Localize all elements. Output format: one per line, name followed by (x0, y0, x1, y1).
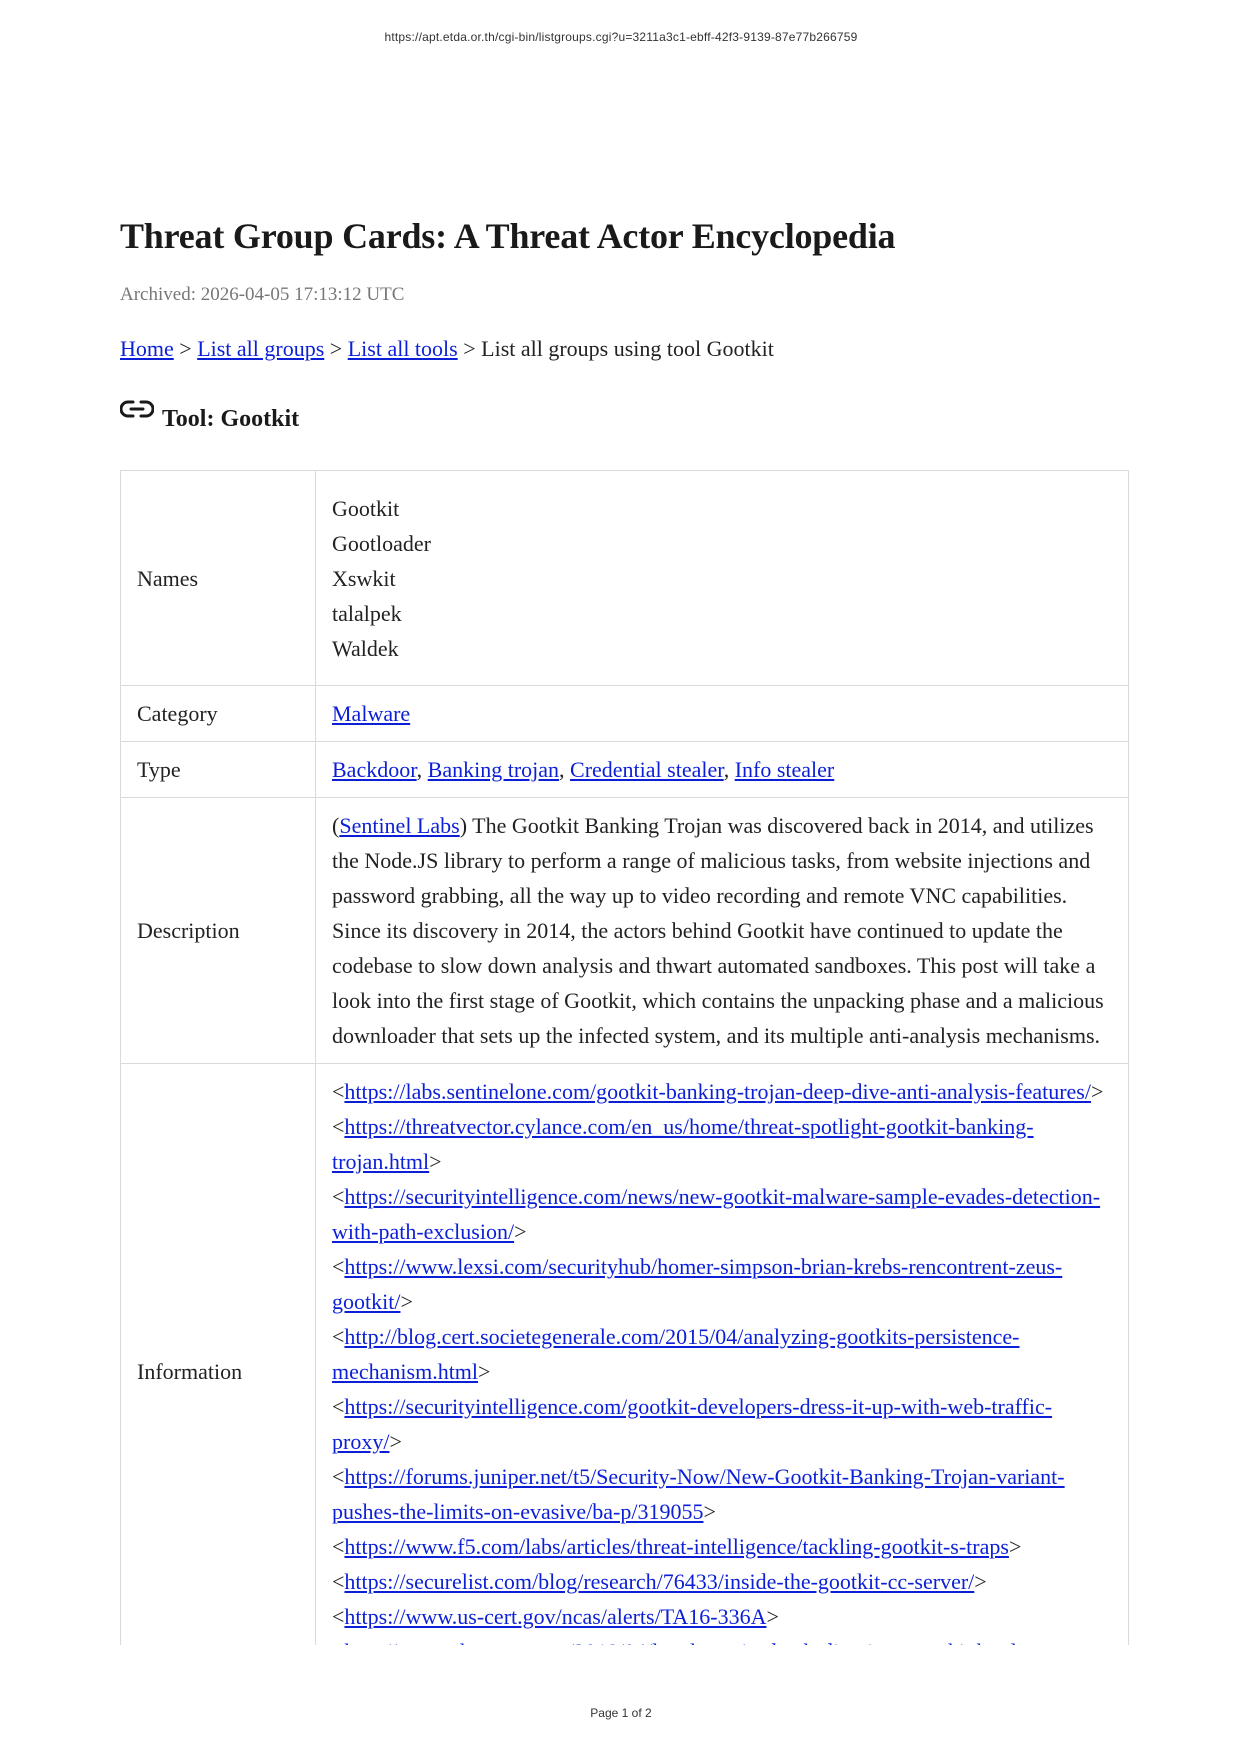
type-separator: , (559, 757, 571, 782)
information-value (316, 1064, 1129, 1670)
information-link[interactable]: https://threatvector.cylance.com/en_us/home/threat-spotlight-gootkit-banking-trojan.html (332, 1114, 1034, 1174)
tool-heading (120, 400, 1128, 440)
description-body: The Gootkit Banking Trojan was discovered back in 2014, and utilizes the Node.JS library to perform a range of malicious tasks, from website injections and password grabbing, all the way up to video recording and remote VNC capabilities. Since its discovery in 2014, the actors behind Gootkit have continued to update the codebase to slow down analysis and thwart automated sandboxes. This post will take a look into the first stage of Gootkit, which contains the unpacking phase and a malicious downloader that sets up the infected system, and its multiple anti-analysis mechanisms. (332, 813, 1104, 1048)
names-value (316, 471, 1129, 686)
information-label: Information (121, 1064, 316, 1670)
table-row-category (121, 686, 1129, 742)
type-separator: , (723, 757, 735, 782)
info-lt: < (332, 1114, 345, 1139)
table-row-description (121, 798, 1129, 1064)
information-link[interactable]: https://www.us-cert.gov/ncas/alerts/TA16-336A (344, 1604, 767, 1629)
information-item (332, 1249, 1114, 1319)
information-item (332, 1564, 1114, 1599)
description-label: Description (121, 798, 316, 1064)
type-label: Type (121, 742, 316, 798)
info-gt: > (429, 1149, 442, 1174)
page-footer: Page 1 of 2 (590, 1706, 652, 1720)
breadcrumb-current: List all groups using tool Gootkit (481, 336, 774, 361)
info-lt: < (332, 1534, 345, 1559)
information-item (332, 1459, 1114, 1529)
description-source-link[interactable]: Sentinel Labs (339, 813, 460, 838)
info-gt: > (1008, 1534, 1022, 1559)
information-link[interactable]: https://securelist.com/blog/research/76433/inside-the-gootkit-cc-server/ (344, 1569, 975, 1594)
type-separator: , (416, 757, 428, 782)
info-gt: > (478, 1359, 491, 1384)
info-gt: > (514, 1219, 527, 1244)
page-break-mask (100, 1645, 1160, 1685)
breadcrumb-tools-link[interactable]: List all tools (347, 336, 458, 361)
table-row-type (121, 742, 1129, 798)
info-lt: < (332, 1394, 345, 1419)
information-link[interactable]: https://securityintelligence.com/gootkit-developers-dress-it-up-with-web-traffic-proxy/ (332, 1394, 1053, 1454)
breadcrumb-separator: > (457, 336, 482, 361)
breadcrumb-groups-link[interactable]: List all groups (197, 336, 325, 361)
info-gt: > (974, 1569, 987, 1594)
information-link[interactable]: https://www.f5.com/labs/articles/threat-intelligence/tackling-gootkit-s-traps (344, 1534, 1009, 1559)
info-gt: > (400, 1289, 413, 1314)
description-paren-close: ) (459, 813, 468, 838)
category-value (316, 686, 1129, 742)
info-gt: > (766, 1604, 779, 1629)
category-label: Category (121, 686, 316, 742)
breadcrumb (120, 334, 1128, 364)
tool-card (120, 470, 1129, 1650)
table-row-names (121, 471, 1129, 686)
name-item: Waldek (332, 635, 399, 661)
tool-card-table (120, 470, 1129, 1670)
table-row-information (121, 1064, 1129, 1670)
type-value (316, 742, 1129, 798)
information-item (332, 1074, 1114, 1109)
info-lt: < (332, 1569, 345, 1594)
page-title: Threat Group Cards: A Threat Actor Encyclopedia (120, 216, 896, 256)
information-item (332, 1529, 1114, 1564)
information-link[interactable]: http://blog.cert.societegenerale.com/2015/04/analyzing-gootkits-persistence-mechanism.html (332, 1324, 1020, 1384)
archived-timestamp: Archived: 2026-04-05 17:13:12 UTC (120, 284, 405, 305)
type-credential-stealer-link[interactable]: Credential stealer (570, 757, 724, 782)
information-link[interactable]: https://securityintelligence.com/news/new-gootkit-malware-sample-evades-detection-with-path-exclusion/ (332, 1184, 1101, 1244)
type-backdoor-link[interactable]: Backdoor (332, 757, 417, 782)
info-gt: > (389, 1429, 402, 1454)
information-link[interactable]: https://www.lexsi.com/securityhub/homer-simpson-brian-krebs-rencontrent-zeus-gootkit/ (332, 1254, 1063, 1314)
names-label: Names (121, 471, 316, 686)
type-info-stealer-link[interactable]: Info stealer (734, 757, 835, 782)
information-item (332, 1599, 1114, 1634)
info-lt: < (332, 1184, 345, 1209)
name-item: Gootkit (332, 495, 400, 521)
info-lt: < (332, 1604, 345, 1629)
description-value (316, 798, 1129, 1064)
information-item (332, 1389, 1114, 1459)
breadcrumb-separator: > (324, 336, 348, 361)
description-text (332, 798, 1114, 1063)
main-content (120, 212, 1128, 440)
tool-title: Tool: Gootkit (162, 406, 300, 432)
breadcrumb-home-link[interactable]: Home (120, 336, 174, 361)
link-icon (120, 400, 162, 422)
info-gt: > (1090, 1079, 1104, 1104)
name-item: Gootloader (332, 530, 431, 556)
information-link[interactable]: https://labs.sentinelone.com/gootkit-banking-trojan-deep-dive-anti-analysis-features/ (344, 1079, 1091, 1104)
type-banking-trojan-link[interactable]: Banking trojan (427, 757, 560, 782)
information-item (332, 1179, 1114, 1249)
info-lt: < (332, 1079, 345, 1104)
name-item: Xswkit (332, 565, 396, 591)
information-link[interactable]: https://forums.juniper.net/t5/Security-Now/New-Gootkit-Banking-Trojan-variant-pushes-the-limits-on-evasive/ba-p/319055 (332, 1464, 1065, 1524)
information-item (332, 1109, 1114, 1179)
description-paren-open: ( (332, 813, 340, 838)
info-gt: > (703, 1499, 716, 1524)
info-lt: < (332, 1254, 345, 1279)
info-lt: < (332, 1464, 345, 1489)
breadcrumb-separator: > (173, 336, 198, 361)
name-item: talalpek (332, 600, 402, 626)
information-item (332, 1319, 1114, 1389)
category-malware-link[interactable]: Malware (332, 701, 411, 726)
info-lt: < (332, 1324, 345, 1349)
page-url: https://apt.etda.or.th/cgi-bin/listgroups.cgi?u=3211a3c1-ebff-42f3-9139-87e77b266759 (384, 30, 858, 44)
